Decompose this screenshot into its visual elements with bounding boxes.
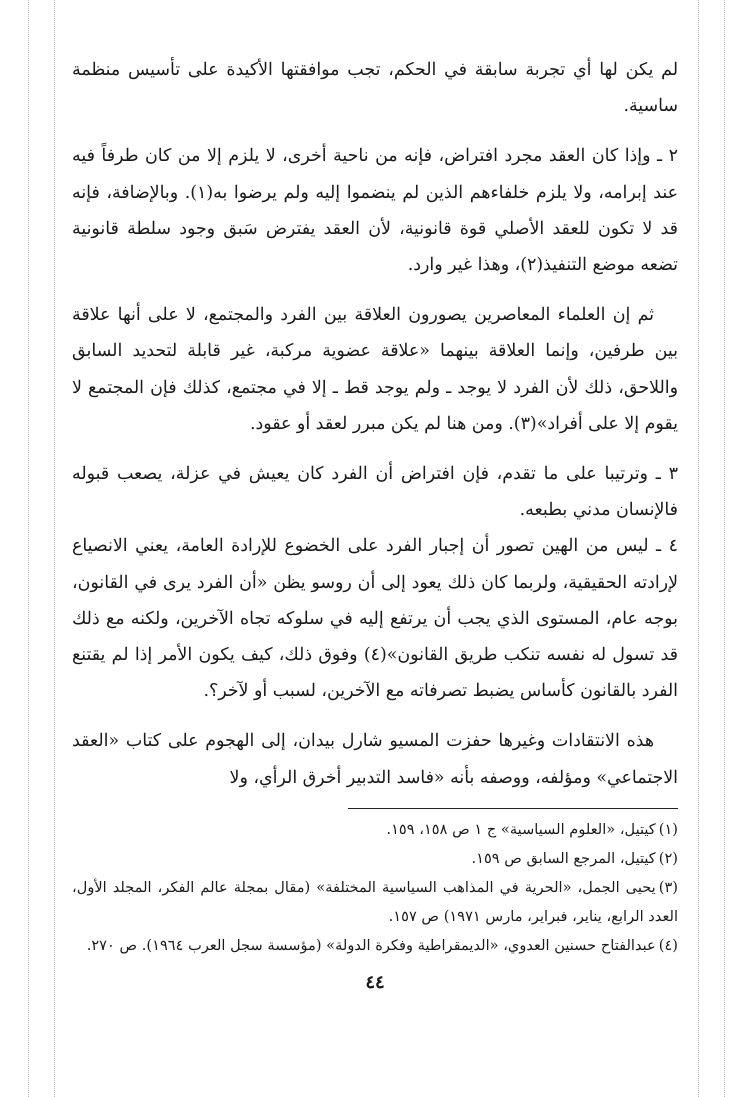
footnote-text: كيتيل، المرجع السابق ص ١٥٩. (471, 849, 656, 867)
footnote (72, 873, 678, 931)
footnote-number: (٢) (658, 849, 678, 867)
page-number: ٤٤ (365, 971, 385, 993)
footnote-number: (٣) (658, 878, 678, 896)
footnotes (72, 815, 678, 960)
margin-guide-right (698, 0, 699, 1097)
footnote-number: (١) (658, 820, 678, 838)
footnote (72, 931, 678, 960)
footnote-divider (348, 808, 678, 809)
footnote-text: عبدالفتاح حسنين العدوي، «الديمقراطية وفكرة الدولة» (مؤسسة سجل العرب ١٩٦٤). ص ٢٧٠. (86, 936, 656, 954)
footnote (72, 815, 678, 844)
margin-guide-left (28, 0, 29, 1097)
paragraph: ٢ ـ وإذا كان العقد مجرد افتراض، فإنه من ناحية أخرى، لا يلزم إلا من كان طرفاً فيه عند إبرامه، ولا يلزم خلفاءهم الذين لم ينضموا إليه ولم يرضوا به(١). وبالإضافة، فإنه قد لا تكون للعقد الأصلي قوة قانونية، لأن العقد يفترض سَبق وجود سلطة قانونية تضعه موضع التنفيذ(٢)، وهذا غير وارد. (72, 146, 678, 276)
margin-guide-right-outer (724, 0, 725, 1097)
paragraph: هذه الانتقادات وغيرها حفزت المسيو شارل بيدان، إلى الهجوم على كتاب «العقد الاجتماعي» ومؤلفه، ووصفه بأنه «فاسد التدبير أخرق الرأي، ولا (72, 731, 678, 788)
body-text (72, 52, 678, 796)
footnote-text: يحيى الجمل، «الحرية في المذاهب السياسية المختلفة» (مقال بمجلة عالم الفكر، المجلد الأول، العدد الرابع، يناير، فبراير، مارس ١٩٧١) ص ١٥٧. (72, 878, 678, 925)
paragraph: لم يكن لها أي تجربة سابقة في الحكم، تجب موافقتها الأكيدة على تأسيس منظمة ساسية. (72, 60, 678, 117)
paragraph: ثم إن العلماء المعاصرين يصورون العلاقة بين الفرد والمجتمع، لا على أنها علاقة بين طرفين، وإنما العلاقة بينهما «علاقة عضوية مركبة، غير قابلة لتحديد السابق واللاحق، ذلك لأن الفرد لا يوجد ـ ولم يوجد قط ـ إلا في مجتمع، كذلك فإن المجتمع لا يقوم إلا على أفراد»(٣). ومن هنا لم يكن مبرر لعقد أو عقود. (72, 305, 678, 434)
footnote (72, 844, 678, 873)
paragraph: ٤ ـ ليس من الهين تصور أن إجبار الفرد على الخضوع للإرادة العامة، يعني الانصياع لإرادته الحقيقية، ولربما كان ذلك يعود إلى أن روسو يظن «أن الفرد يرى في القانون، بوجه عام، المستوى الذي يجب أن يرتفع إليه في سلوكه تجاه الآخرين، ولكنه مع ذلك قد تسول له نفسه تنكب طريق القانون»(٤) وفوق ذلك، كيف يكون الأمر إذا لم يقتنع الفرد بالقانون كأساس يضبط تصرفاته مع الآخرين، لسبب أو لآخر؟. (72, 536, 678, 702)
margin-guide-left-inner (54, 0, 55, 1097)
footnote-number: (٤) (658, 936, 678, 954)
paragraph: ٣ ـ وترتيبا على ما تقدم، فإن افتراض أن الفرد كان يعيش في عزلة، يصعب قبوله فالإنسان مدني بطبعه. (72, 464, 678, 521)
document-page (72, 52, 678, 993)
footnote-text: كيتيل، «العلوم السياسية» ج ١ ص ١٥٨، ١٥٩. (386, 820, 656, 838)
